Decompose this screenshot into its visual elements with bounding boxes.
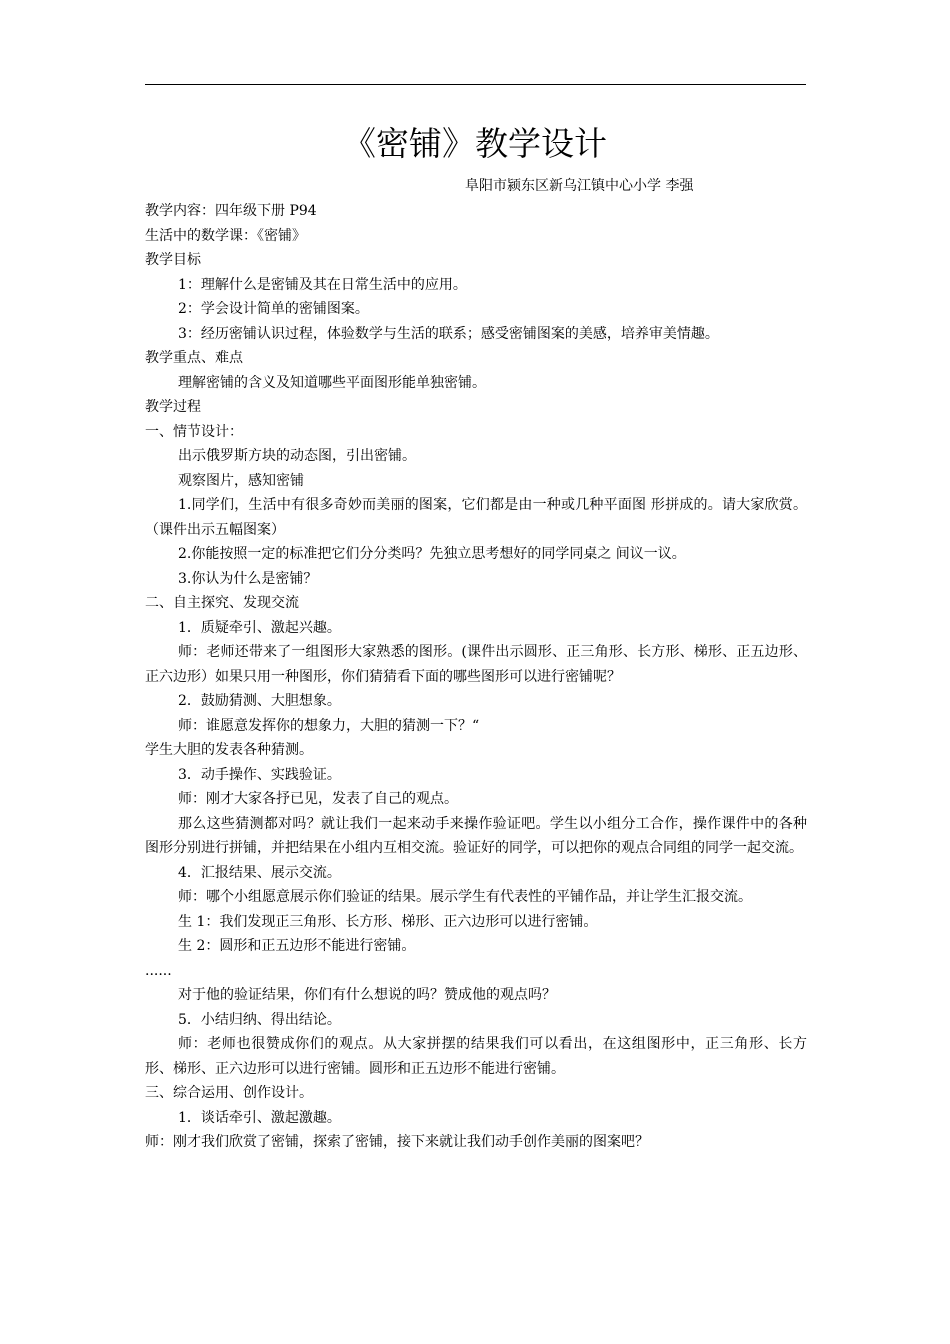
- paragraph: 师：刚才我们欣赏了密铺，探索了密铺，接下来就让我们动手创作美丽的图案吧？: [145, 1134, 649, 1150]
- paragraph: 5．小结归纳、得出结论。: [178, 1011, 341, 1028]
- paragraph: 学生大胆的发表各种猜测。: [145, 742, 313, 758]
- paragraph: 2.你能按照一定的标准把它们分分类吗？先独立思考想好的同学同桌之 间议一议。: [178, 546, 686, 562]
- paragraph: 1．谈话牵引、激起激趣。: [178, 1109, 341, 1126]
- document-body: [145, 199, 807, 1155]
- paragraph: 生 2：圆形和正五边形不能进行密铺。: [178, 938, 416, 954]
- section-heading: 一、情节设计：: [145, 423, 243, 440]
- ellipsis-line: ......: [145, 962, 172, 979]
- paragraph: 理解密铺的含义及知道哪些平面图形能单独密铺。: [178, 374, 486, 391]
- paragraph: 教学内容：四年级下册 P94: [145, 203, 317, 219]
- paragraph: 师：哪个小组愿意展示你们验证的结果。展示学生有代表性的平铺作品，并让学生汇报交流。: [178, 889, 752, 905]
- paragraph: 生活中的数学课：《密铺》: [145, 227, 306, 244]
- paragraph: 师：谁愿意发挥你的想象力，大胆的猜测一下？“: [178, 717, 480, 734]
- paragraph: 那么这些猜测都对吗？就让我们一起来动手来操作验证吧。学生以小组分工合作，操作课件中的各种图形分别进行拼铺，并把结果在小组内互相交流。验证好的同学，可以把你的观点合同组的同学一起交流。: [145, 815, 807, 856]
- section-heading: 三、综合运用、创作设计。: [145, 1085, 313, 1101]
- paragraph: 4．汇报结果、展示交流。: [178, 864, 341, 881]
- paragraph: 2．鼓励猜测、大胆想象。: [178, 693, 341, 709]
- paragraph: 师：老师还带来了一组图形大家熟悉的图形。(课件出示圆形、正三角形、长方形、梯形、正五边形、正六边形）如果只用一种图形，你们猜猜看下面的哪些图形可以进行密铺呢？: [145, 644, 807, 685]
- paragraph: 观察图片，感知密铺: [178, 472, 304, 489]
- page-title: 《密铺》教学设计: [343, 124, 607, 163]
- paragraph: 出示俄罗斯方块的动态图，引出密铺。: [178, 448, 416, 464]
- paragraph: 2：学会设计简单的密铺图案。: [178, 301, 369, 317]
- paragraph: 生 1：我们发现正三角形、长方形、梯形、正六边形可以进行密铺。: [178, 913, 598, 930]
- paragraph: 3：经历密铺认识过程，体验数学与生活的联系；感受密铺图案的美感，培养审美情趣。: [178, 325, 719, 342]
- paragraph: 师：刚才大家各抒已见，发表了自己的观点。: [178, 791, 458, 807]
- section-heading: 教学过程: [145, 399, 201, 415]
- author-line: 阜阳市颍东区新乌江镇中心小学 李强: [465, 178, 694, 194]
- paragraph: 1．质疑牵引、激起兴趣。: [178, 619, 341, 636]
- section-heading: 教学重点、难点: [145, 350, 243, 366]
- header-rule: [145, 84, 806, 85]
- paragraph: 对于他的验证结果，你们有什么想说的吗？赞成他的观点吗？: [178, 987, 556, 1003]
- paragraph: 师：老师也很赞成你们的观点。从大家拼摆的结果我们可以看出，在这组图形中，正三角形、长方形、梯形、正六边形可以进行密铺。圆形和正五边形不能进行密铺。: [145, 1036, 807, 1077]
- paragraph: 1.同学们，生活中有很多奇妙而美丽的图案，它们都是由一种或几种平面图 形拼成的。请大家欣赏。（课件出示五幅图案）: [145, 497, 807, 538]
- section-heading: 二、自主探究、发现交流: [145, 595, 299, 611]
- paragraph: 3．动手操作、实践验证。: [178, 766, 341, 783]
- section-heading: 教学目标: [145, 252, 201, 268]
- paragraph: 3.你认为什么是密铺？: [178, 570, 318, 587]
- paragraph: 1：理解什么是密铺及其在日常生活中的应用。: [178, 276, 467, 293]
